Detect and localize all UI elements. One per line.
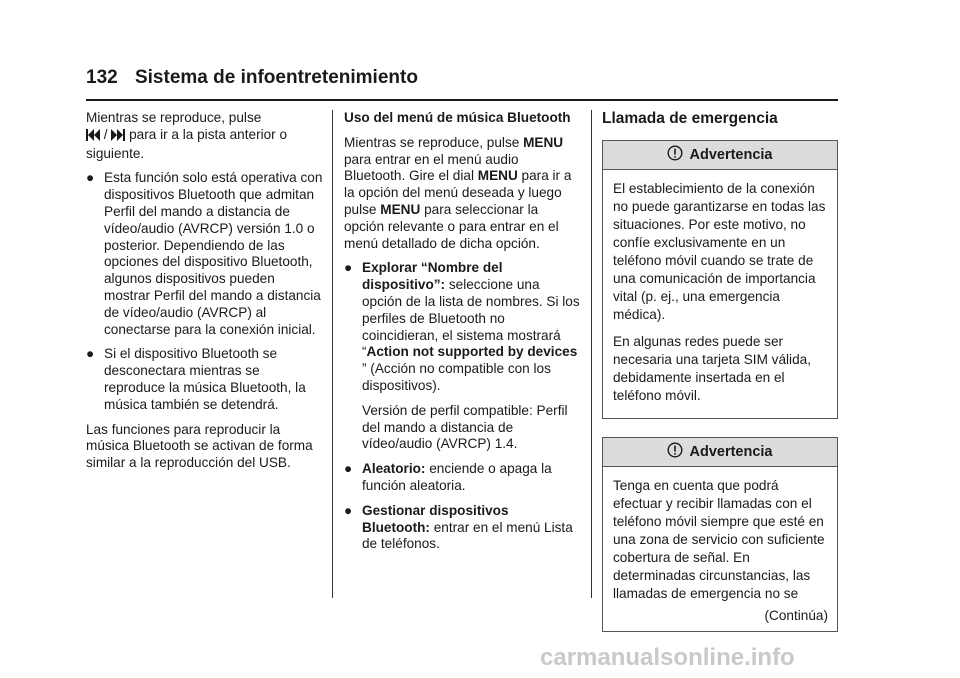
list-item: ● Explorar “Nombre del dispositivo”: seleccione una opción de la lista de nombres. Si los perfiles de Bluetooth no coincidieran, el sistema mostrará “Action not supported by devices ” (Acción no compatible con los dispositivos).: [344, 260, 580, 393]
option-label: Explorar “Nombre del dispositivo”:: [362, 260, 503, 293]
middle-column: [344, 110, 580, 561]
bullet-marker: ●: [344, 260, 353, 276]
warning-icon: [667, 442, 689, 463]
watermark: carmanualsonline.info: [540, 644, 795, 671]
warning-header: [603, 438, 837, 467]
warning-title: Advertencia: [689, 443, 773, 460]
warning-icon: [667, 145, 689, 166]
continued-note: (Continúa): [764, 608, 828, 623]
profile-note: Versión de perfil compatible: Perfil del mando a distancia de vídeo/audio (AVRCP) 1.4.: [362, 402, 568, 452]
warning-body: El establecimiento de la conexión no puede garantizarse en todas las situaciones. Por este motivo, no confíe exclusivamente en un teléfono móvil cuando se trate de una comunicación de importancia vital (p. ej., una emergencia médica). En algunas redes puede ser necesaria una tarjeta SIM válida, debidamente insertada en el teléfono móvil.: [613, 181, 826, 403]
menu-keyword: MENU: [477, 168, 518, 184]
list-item: ● Gestionar dispositivos Bluetooth: entrar en el menú Lista de teléfonos.: [344, 502, 573, 552]
skip-back-icon: [86, 129, 100, 146]
list-item: ● Si el dispositivo Bluetooth se desconectara mientras se reproduce la música Bluetooth, la música también se detendrá.: [86, 346, 306, 412]
option-label: Gestionar dispositivos Bluetooth:: [362, 502, 509, 535]
menu-keyword: MENU: [523, 134, 564, 150]
page-number: 132: [86, 67, 118, 88]
header-rule: [86, 99, 838, 101]
bullet-marker: ●: [86, 346, 95, 362]
section-heading: Llamada de emergencia: [602, 110, 778, 127]
option-label: Aleatorio:: [362, 461, 426, 477]
warning-title: Advertencia: [689, 146, 773, 163]
page-header: [86, 67, 418, 89]
playback-intro: Mientras se reproduce, pulse / para ir a la pista anterior o siguiente.: [86, 110, 288, 161]
bullet-marker: ●: [344, 461, 353, 477]
list-item: ● Aleatorio: enciende o apaga la función aleatoria.: [344, 461, 552, 493]
warning-box: [602, 140, 838, 419]
skip-forward-icon: [111, 129, 125, 146]
menu-intro: Mientras se reproduce, pulse MENU para entrar en el menú audio Bluetooth. Gire el dial MENU para ir a la opción del menú deseada y luego pulse MENU para seleccionar la opción relevante o para entrar en el menú detallado de dicha opción.: [344, 134, 572, 251]
menu-keyword: MENU: [380, 201, 421, 217]
left-column: [86, 110, 324, 480]
column-divider-right: [591, 110, 592, 598]
bullet-marker: ●: [344, 502, 353, 518]
right-column: [602, 110, 838, 650]
closing-paragraph: Las funciones para reproducir la música Bluetooth se activan de forma similar a la reproducción del USB.: [86, 421, 313, 471]
page-title: Sistema de infoentretenimiento: [134, 67, 418, 88]
section-subheading: Uso del menú de música Bluetooth: [344, 110, 571, 125]
bullet-marker: ●: [86, 170, 95, 186]
warning-header: [603, 141, 837, 170]
column-divider-left: [332, 110, 333, 598]
list-item: ● Esta función solo está operativa con dispositivos Bluetooth que admitan Perfil del mando a distancia de vídeo/audio (AVRCP) versión 1.0 o posterior. Dependiendo de las opciones del dispositivo Bluetooth, algunos dispositivos pueden mostrar Perfil del mando a distancia de vídeo/audio (AVRCP) al conectarse para la conexión inicial.: [86, 170, 323, 337]
warning-box: [602, 437, 838, 632]
warning-body: Tenga en cuenta que podrá efectuar y recibir llamadas con el teléfono móvil siempre que esté en una zona de servicio con suficiente cobertura de señal. En determinadas circunstancias, las llamadas de emergencia no se (Continúa): [603, 467, 837, 631]
